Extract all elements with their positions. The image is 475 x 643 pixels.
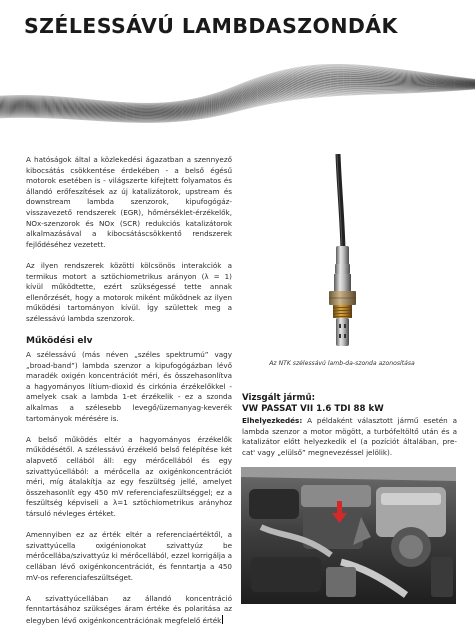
vehicle-model: VW PASSAT VII 1.6 TDI 88 kW xyxy=(242,404,384,414)
intro-paragraph-2: Az ilyen rendszerek közötti kölcsönös interakciók a termikus motort a sztöchiometrikus arányon (λ = 1) kívül működtette, ezért szükségessé tette annak ellenőrzését, hogy a motorok miként működnek az ilyen működési tartományon kívül. Így születtek meg a szélessávú lambda szenzorok. xyxy=(26,260,232,323)
vehicle-info-box xyxy=(242,393,457,458)
image-caption: Az NTK szélessávú lamb-da-szonda azonosítása xyxy=(269,360,415,367)
vehicle-heading: Vizsgált jármű: xyxy=(242,393,316,403)
principle-paragraph-3: Amennyiben ez az érték eltér a referenciaértéktől, a szivattyúcella oxigénionokat szivattyúz be mérőcellába/szivattyúz ki mérőcellából, ezzel korrigálja a cellában lévő oxigénkoncentrációt, és fenntartja a 450 mV-os referenciafeszültséget. xyxy=(26,530,232,582)
intro-paragraph-1: A hatóságok által a közlekedési ágazatban a szennyező kibocsátás csökkentése érdekében - a belső égésű motorok esetében is - világszerte kifejtett folyamatos és állandó erőfeszítések az új katalizátorok, upstream és downstream lambda szenzorok, kipufogógáz-visszavezető rendszerek (EGR), hőmérséklet-érzékelők, NOx-szenzorok és NOx (SCR) redukciós katalizátorok alkalmazásával a kibocsátáscsökkentő rendszerek fejlődéséhez vezetett. xyxy=(26,155,232,249)
section-heading: Működési elv xyxy=(26,336,93,347)
placement-paragraph xyxy=(242,416,457,458)
principle-paragraph-1: A szélessávú (más néven „széles spektrumú” vagy „broad-band”) lambda szenzor a kipufogógázban lévő maradék oxigén koncentrációt méri, és összehasonlítva a hagyományos lítium-dioxid és cirkónia érzékelőkkel - amelyek csak a lambda 1-et érzékelik - ez a szonda alkalmas a szélesebb levegő/üzemanyag-keverék tartományok mérésére is. xyxy=(26,350,232,423)
placement-text: A példaként választott jármű esetén a lambda szenzor a motor mögött, a turbófeltöltő után és a katalizátor előtt helyezkedik el (a pozíciót általában, pre-cat' vagy „elülső” megnevezéssel jelölik). xyxy=(242,416,457,457)
main-text-column xyxy=(26,155,232,627)
placement-label: Elhelyezkedés: xyxy=(242,416,303,425)
principle-paragraph-2: A belső működés eltér a hagyományos érzékelők működésétől. A szélessávú érzékelő belső felépítése két alapvető cellából áll: egy mérőcellából és egy szivattyúcellából: a mérőcella az oxigénkoncentrációt méri, míg átalakítja az egy feszültség jellé, amelyet összehasonlít egy 450 mV referenciafeszültséggel; ez a feszültség képviseli a λ=1 sztöchiometrikus arányhoz társuló névleges értéket. xyxy=(26,434,232,518)
decorative-wave-graphic xyxy=(0,38,475,133)
principle-paragraph-4-wrap xyxy=(26,594,232,627)
page-title: SZÉLESSÁVÚ LAMBDASZONDÁK xyxy=(24,14,398,38)
principle-paragraph-4: A szivattyúcellában az állandó koncentráció fenntartásához szükséges áram értéke és polaritása az elegyben lévő oxigénkoncentrációnak megfelelő érték xyxy=(26,593,232,625)
lambda-sensor-image xyxy=(309,154,375,351)
engine-bay-image xyxy=(241,467,456,604)
text-cursor xyxy=(222,615,223,624)
